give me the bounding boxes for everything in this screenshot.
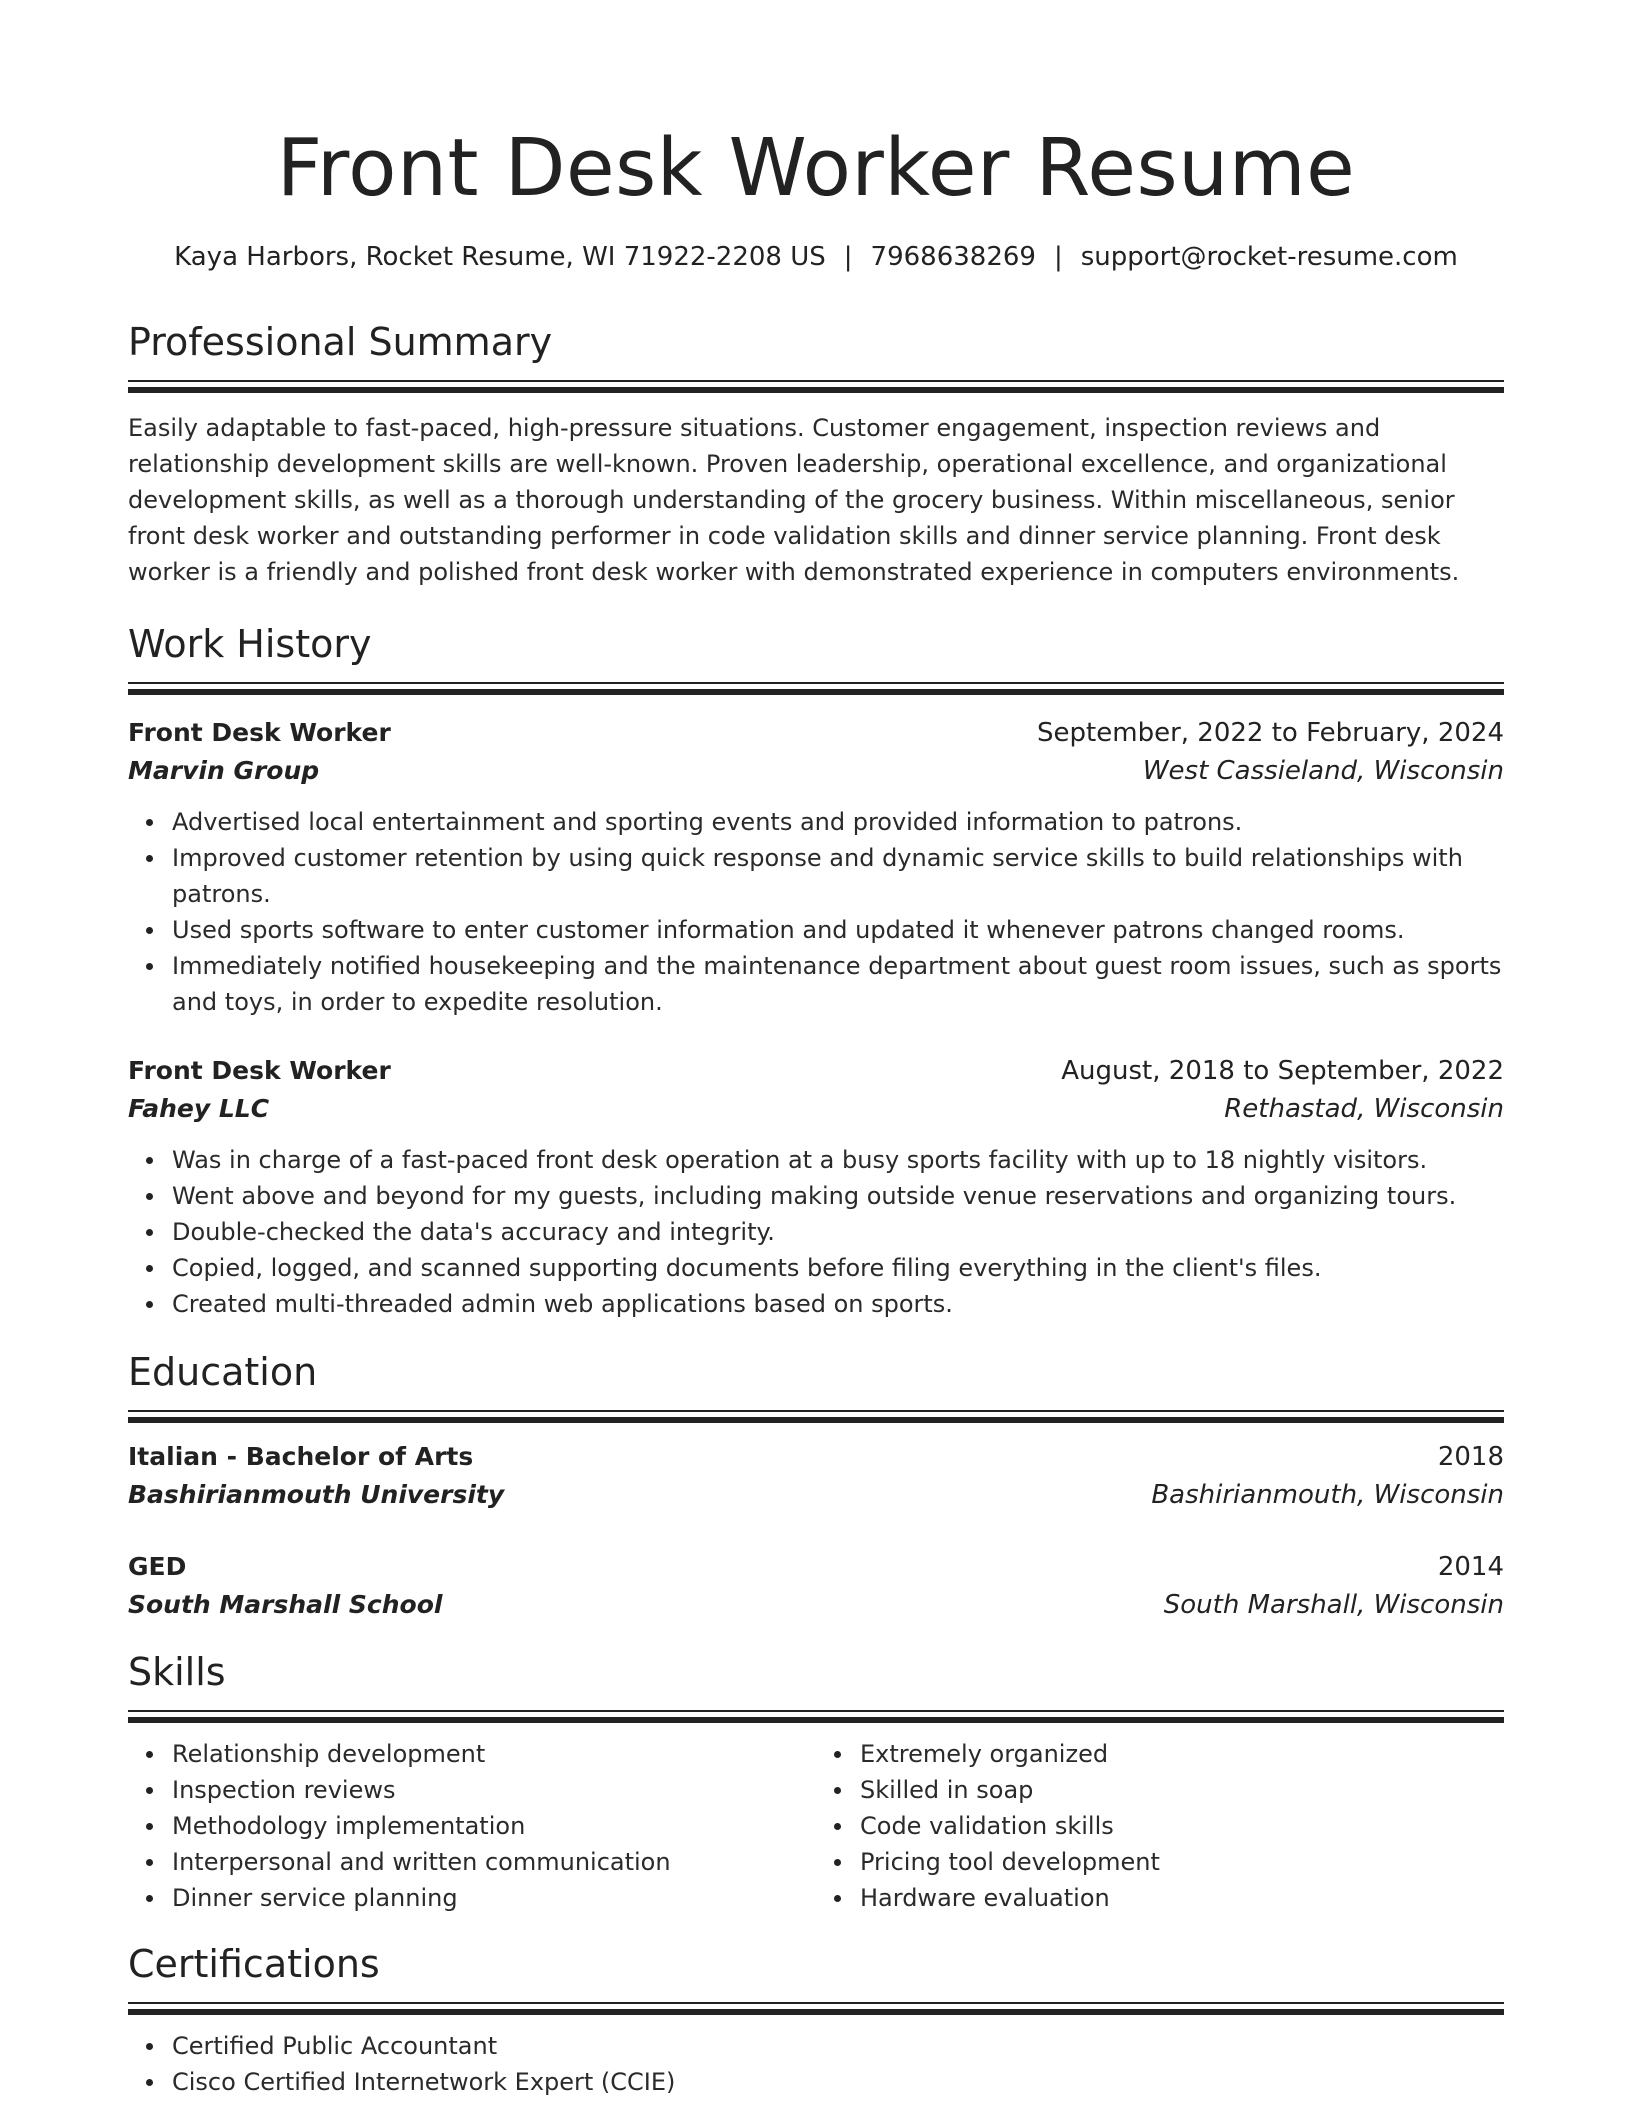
school-location: Bashirianmouth, Wisconsin <box>1151 1480 1504 1510</box>
list-item: Created multi-threaded admin web applications based on sports. <box>172 1286 1504 1322</box>
skill-item: Relationship development <box>172 1736 816 1772</box>
education-subheader <box>128 1476 1504 1514</box>
education-section <box>128 1348 1504 1624</box>
section-heading: Work History <box>128 622 372 666</box>
skill-item: Code validation skills <box>860 1808 1504 1844</box>
skills-section <box>128 1648 1504 1916</box>
summary-text: Easily adaptable to fast-paced, high-pressure situations. Customer engagement, inspection reviews and relationship development skills are well-known. Proven leadership, operational excellence, and organizational development skills, as well as a thorough understanding of the grocery business. Within miscellaneous, senior front desk worker and outstanding performer in code validation skills and dinner service planning. Front desk worker is a friendly and polished front desk worker with demonstrated experience in computers environments. <box>128 414 1460 586</box>
contact-separator: | <box>843 242 853 272</box>
work-history-section <box>128 620 1504 1322</box>
skill-item: Skilled in soap <box>860 1772 1504 1808</box>
graduation-year: 2014 <box>1437 1552 1504 1582</box>
graduation-year: 2018 <box>1437 1442 1504 1472</box>
section-heading: Certifications <box>128 1942 380 1986</box>
skill-item: Hardware evaluation <box>860 1880 1504 1916</box>
certifications-list <box>128 2028 1504 2100</box>
section-divider <box>128 682 1504 694</box>
skills-column-left <box>128 1736 816 1916</box>
job-header <box>128 1052 1504 1090</box>
contact-line <box>128 240 1504 274</box>
skills-column-right <box>816 1736 1504 1916</box>
contact-separator: | <box>1053 242 1063 272</box>
job-bullets <box>128 1142 1504 1322</box>
school-name: South Marshall School <box>128 1590 443 1619</box>
skill-item: Dinner service planning <box>172 1880 816 1916</box>
job-location: West Cassieland, Wisconsin <box>1142 756 1504 786</box>
skill-item: Extremely organized <box>860 1736 1504 1772</box>
job-title: Front Desk Worker <box>128 1056 391 1085</box>
education-header <box>128 1548 1504 1586</box>
job-entry <box>128 1052 1504 1322</box>
school-name: Bashirianmouth University <box>128 1480 505 1509</box>
degree-name: GED <box>128 1552 187 1581</box>
contact-email: support@rocket-resume.com <box>1080 242 1458 272</box>
list-item: Was in charge of a fast-paced front desk operation at a busy sports facility with up to 18 nightly visitors. <box>172 1142 1504 1178</box>
list-item: Improved customer retention by using quick response and dynamic service skills to build relationships with patrons. <box>172 840 1504 912</box>
job-header <box>128 714 1504 752</box>
list-item: Immediately notified housekeeping and the maintenance department about guest room issues, such as sports and toys, in order to expedite resolution. <box>172 948 1504 1020</box>
skill-item: Interpersonal and written communication <box>172 1844 816 1880</box>
section-divider <box>128 2002 1504 2014</box>
education-entry <box>128 1548 1504 1624</box>
section-heading: Professional Summary <box>128 320 553 364</box>
job-company: Marvin Group <box>128 756 320 785</box>
education-header <box>128 1438 1504 1476</box>
list-item: Used sports software to enter customer information and updated it whenever patrons changed rooms. <box>172 912 1504 948</box>
job-subheader <box>128 1090 1504 1128</box>
certification-item: Certified Public Accountant <box>172 2028 1504 2064</box>
job-title: Front Desk Worker <box>128 718 391 747</box>
job-subheader <box>128 752 1504 790</box>
list-item: Double-checked the data's accuracy and integrity. <box>172 1214 1504 1250</box>
section-divider <box>128 1410 1504 1422</box>
job-dates: August, 2018 to September, 2022 <box>1061 1056 1504 1086</box>
job-location: Rethastad, Wisconsin <box>1224 1094 1504 1124</box>
degree-name: Italian - Bachelor of Arts <box>128 1442 474 1471</box>
list-item: Went above and beyond for my guests, including making outside venue reservations and organizing tours. <box>172 1178 1504 1214</box>
list-item: Advertised local entertainment and sporting events and provided information to patrons. <box>172 804 1504 840</box>
page-title: Front Desk Worker Resume <box>276 122 1356 214</box>
list-item: Copied, logged, and scanned supporting documents before filing everything in the client's files. <box>172 1250 1504 1286</box>
education-entry <box>128 1438 1504 1514</box>
section-heading: Skills <box>128 1650 226 1694</box>
skill-item: Methodology implementation <box>172 1808 816 1844</box>
job-company: Fahey LLC <box>128 1094 270 1123</box>
skill-item: Pricing tool development <box>860 1844 1504 1880</box>
section-divider <box>128 380 1504 392</box>
contact-address: Kaya Harbors, Rocket Resume, WI 71922-2208 US <box>174 242 826 272</box>
section-divider <box>128 1710 1504 1722</box>
education-subheader <box>128 1586 1504 1624</box>
contact-phone: 7968638269 <box>870 242 1036 272</box>
school-location: South Marshall, Wisconsin <box>1163 1590 1504 1620</box>
summary-section <box>128 318 1504 590</box>
skill-item: Inspection reviews <box>172 1772 816 1808</box>
skills-grid <box>128 1736 1504 1916</box>
certification-item: Cisco Certified Internetwork Expert (CCIE) <box>172 2064 1504 2100</box>
job-dates: September, 2022 to February, 2024 <box>1037 718 1504 748</box>
section-heading: Education <box>128 1350 318 1394</box>
certifications-section <box>128 1940 1504 2100</box>
job-entry <box>128 714 1504 1020</box>
job-bullets <box>128 804 1504 1020</box>
